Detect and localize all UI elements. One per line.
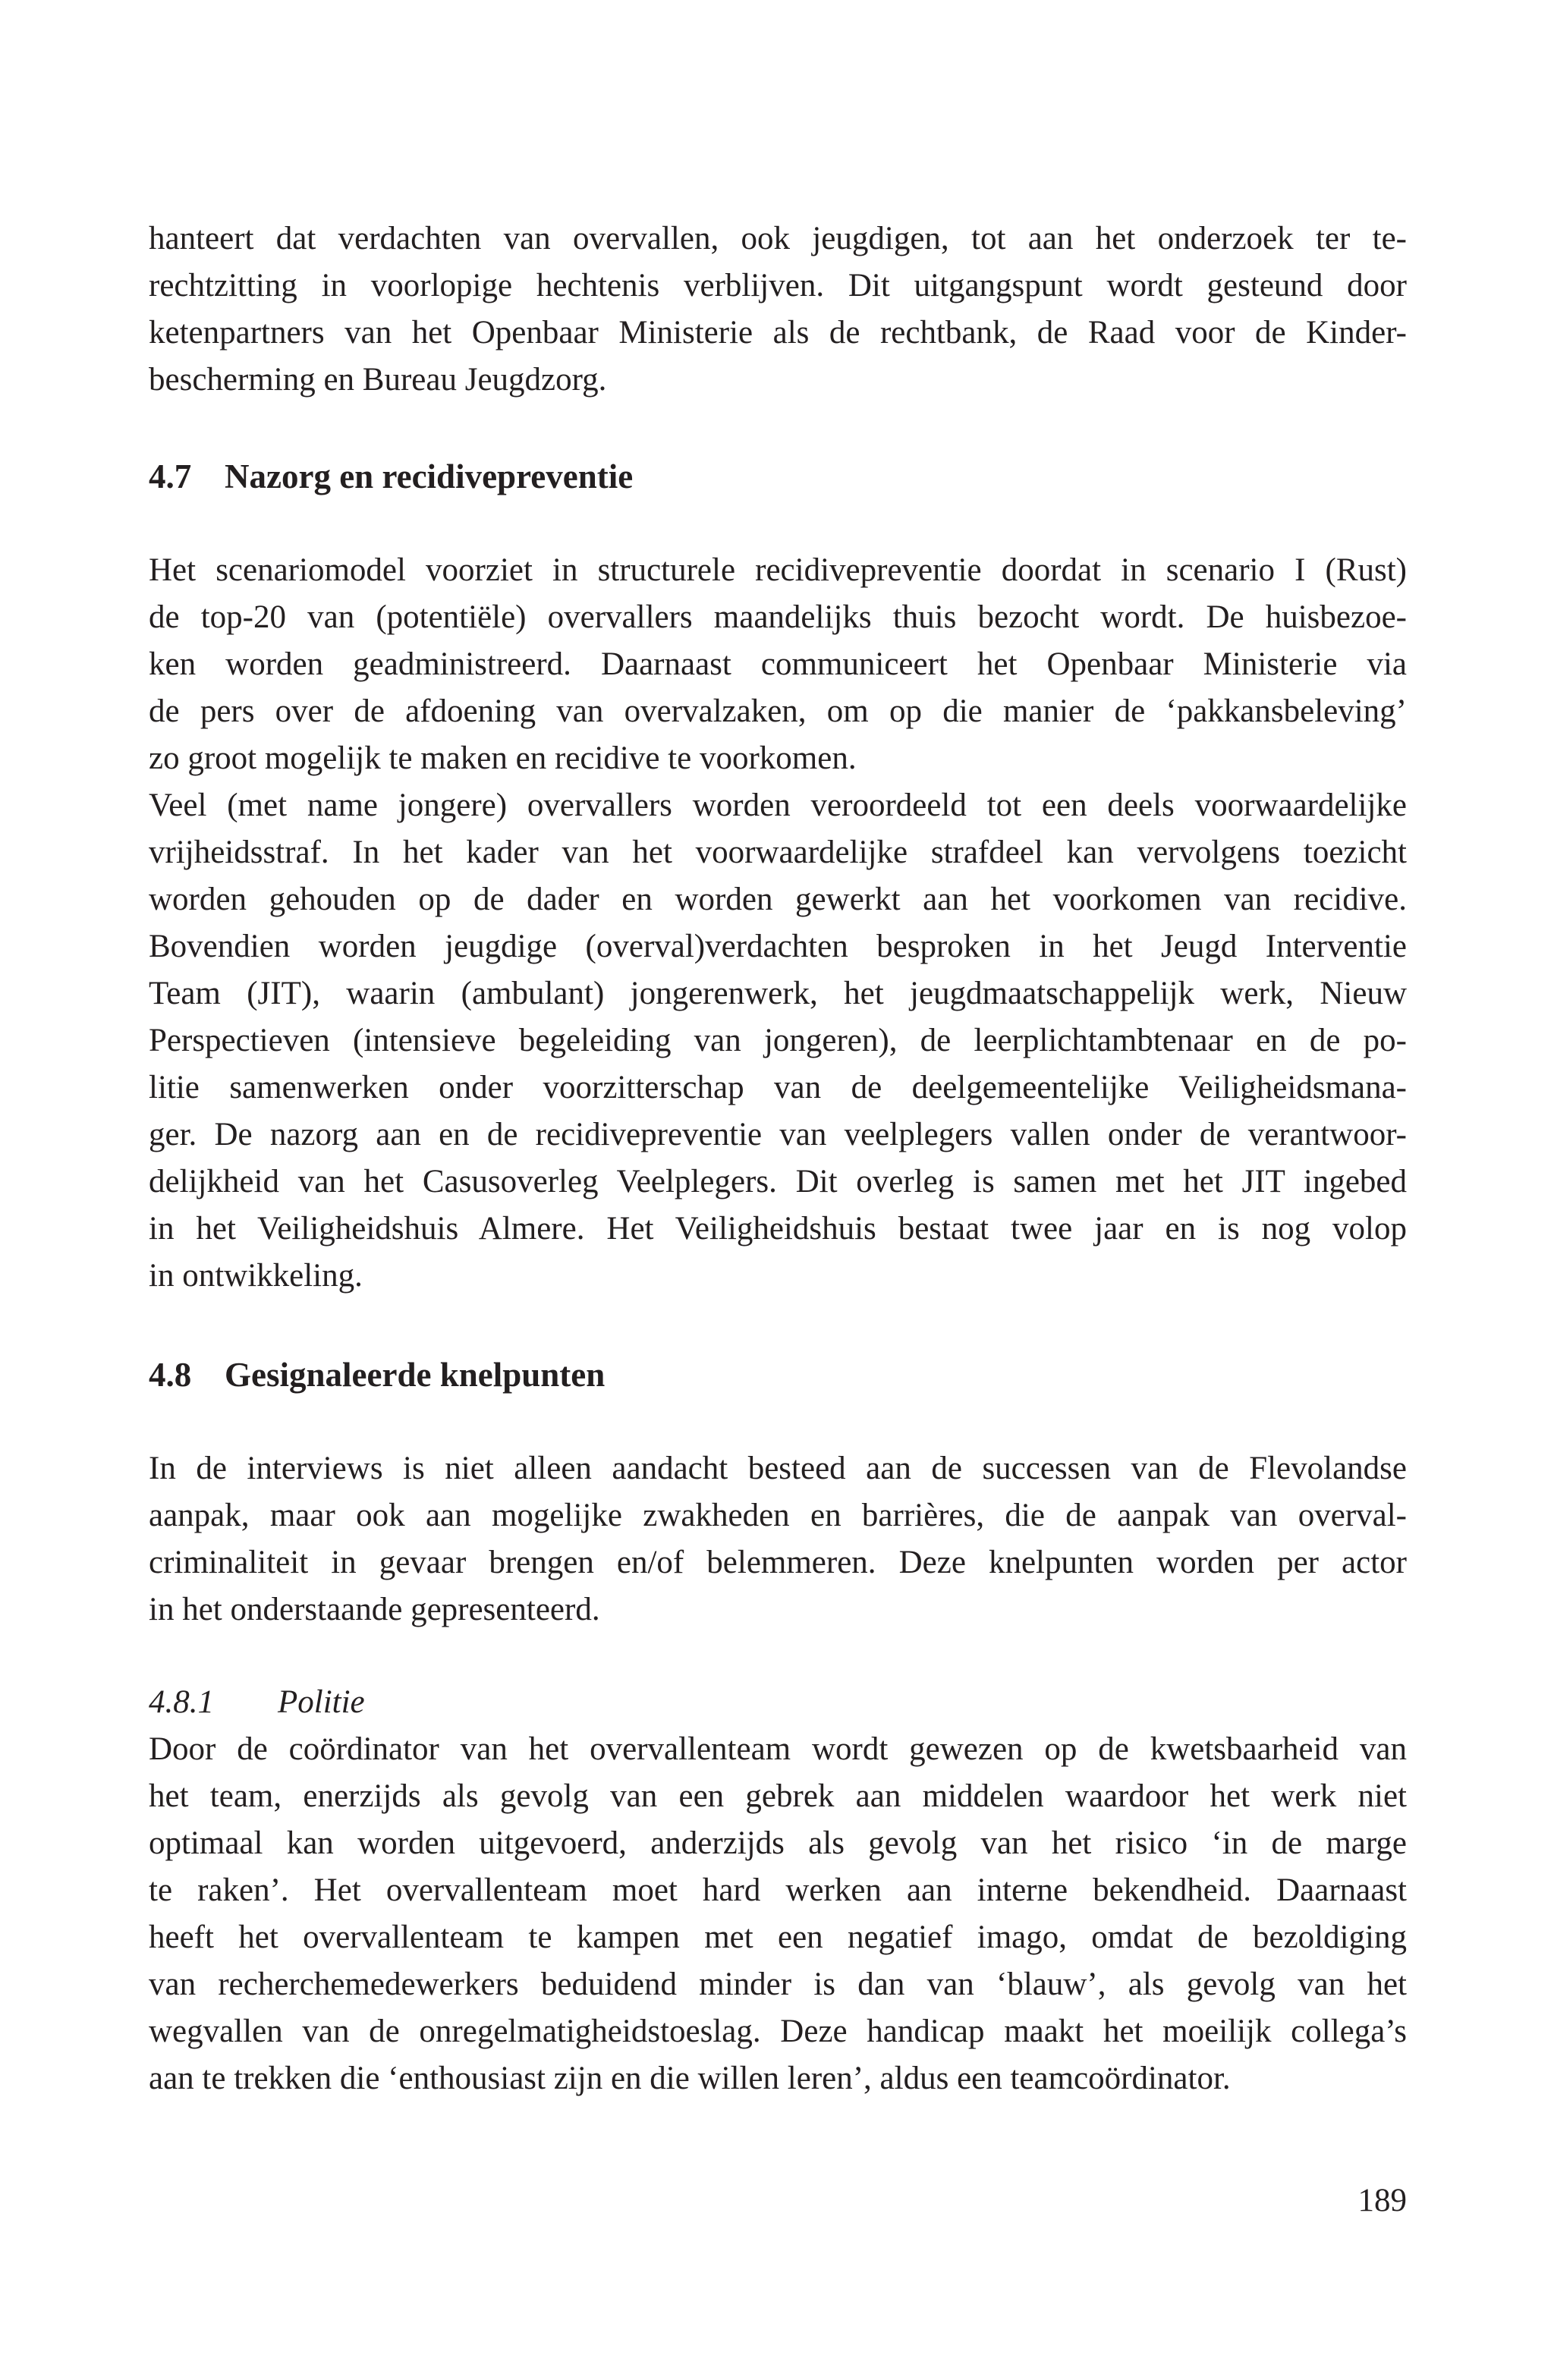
text-line: hanteert dat verdachten van overvallen, ook jeugdigen, tot aan het onderzoek ter te- xyxy=(149,221,1407,256)
paragraph-politie xyxy=(149,1726,1407,2102)
text-line: delijkheid van het Casusoverleg Veelplegers. Dit overleg is samen met het JIT ingebed xyxy=(149,1164,1407,1199)
text-line: aanpak, maar ook aan mogelijke zwakheden en barrières, die de aanpak van overval- xyxy=(149,1498,1407,1533)
text-line: aan te trekken die ‘enthousiast zijn en die willen leren’, aldus een teamcoördinator. xyxy=(149,2061,1231,2096)
section-heading-4-8 xyxy=(149,1351,605,1398)
subsection-heading-4-8-1 xyxy=(149,1679,365,1726)
text-line: het team, enerzijds als gevolg van een gebrek aan middelen waardoor het werk niet xyxy=(149,1778,1407,1814)
text-line: Bovendien worden jeugdige (overval)verdachten besproken in het Jeugd Interventie xyxy=(149,929,1407,964)
subsection-title: Politie xyxy=(278,1684,365,1720)
text-line: litie samenwerken onder voorzitterschap van de deelgemeentelijke Veiligheidsmana- xyxy=(149,1070,1407,1105)
text-line: Door de coördinator van het overvallenteam wordt gewezen op de kwetsbaarheid van xyxy=(149,1731,1407,1767)
paragraph-interviews xyxy=(149,1445,1407,1633)
text-line: te raken’. Het overvallenteam moet hard werken aan interne bekendheid. Daarnaast xyxy=(149,1872,1407,1908)
text-line: zo groot mogelijk te maken en recidive te voorkomen. xyxy=(149,740,857,776)
text-line: wegvallen van de onregelmatigheidstoeslag. Deze handicap maakt het moeilijk collega’s xyxy=(149,2014,1407,2049)
text-line: vrijheidsstraf. In het kader van het voorwaardelijke strafdeel kan vervolgens toezicht xyxy=(149,835,1407,870)
section-heading-4-7 xyxy=(149,453,633,500)
text-line: Het scenariomodel voorziet in structurele recidivepreventie doordat in scenario I (Rust) xyxy=(149,552,1407,588)
section-title: Gesignaleerde knelpunten xyxy=(225,1356,606,1394)
text-line: de pers over de afdoening van overvalzaken, om op die manier de ‘pakkansbeleving’ xyxy=(149,693,1407,729)
text-line: In de interviews is niet alleen aandacht besteed aan de successen van de Flevolandse xyxy=(149,1451,1407,1486)
text-line: in het onderstaande gepresenteerd. xyxy=(149,1592,600,1627)
section-number: 4.7 xyxy=(149,457,192,495)
text-line: Perspectieven (intensieve begeleiding van jongeren), de leerplichtambtenaar en de po- xyxy=(149,1023,1407,1058)
text-line: in ontwikkeling. xyxy=(149,1258,363,1294)
page-number: 189 xyxy=(1357,2183,1407,2218)
text-line: ken worden geadministreerd. Daarnaast communiceert het Openbaar Ministerie via xyxy=(149,646,1407,682)
text-line: ketenpartners van het Openbaar Ministerie als de rechtbank, de Raad voor de Kinder- xyxy=(149,315,1407,351)
text-line: Veel (met name jongere) overvallers worden veroordeeld tot een deels voorwaardelijke xyxy=(149,788,1407,823)
text-line: criminaliteit in gevaar brengen en/of belemmeren. Deze knelpunten worden per actor xyxy=(149,1545,1407,1580)
text-line: bescherming en Bureau Jeugdzorg. xyxy=(149,362,607,398)
text-line: van recherchemedewerkers beduidend minder is dan van ‘blauw’, als gevolg van het xyxy=(149,1967,1407,2002)
section-number: 4.8 xyxy=(149,1356,192,1394)
paragraph-veroordeeld xyxy=(149,782,1407,1300)
text-line: heeft het overvallenteam te kampen met een negatief imago, omdat de bezoldiging xyxy=(149,1919,1407,1955)
text-line: rechtzitting in voorlopige hechtenis verblijven. Dit uitgangspunt wordt gesteund door xyxy=(149,268,1407,303)
subsection-number: 4.8.1 xyxy=(149,1684,214,1720)
text-line: optimaal kan worden uitgevoerd, anderzijds als gevolg van het risico ‘in de marge xyxy=(149,1825,1407,1861)
text-line: Team (JIT), waarin (ambulant) jongerenwerk, het jeugdmaatschappelijk werk, Nieuw xyxy=(149,976,1407,1011)
section-title: Nazorg en recidivepreventie xyxy=(225,457,634,495)
paragraph-intro xyxy=(149,215,1407,404)
paragraph-recidivepreventie xyxy=(149,547,1407,782)
text-line: de top-20 van (potentiële) overvallers maandelijks thuis bezocht wordt. De huisbezoe- xyxy=(149,599,1407,635)
text-line: worden gehouden op de dader en worden gewerkt aan het voorkomen van recidive. xyxy=(149,882,1407,917)
text-line: ger. De nazorg aan en de recidivepreventie van veelplegers vallen onder de verantwoor- xyxy=(149,1117,1407,1152)
text-line: in het Veiligheidshuis Almere. Het Veiligheidshuis bestaat twee jaar en is nog volop xyxy=(149,1211,1407,1247)
